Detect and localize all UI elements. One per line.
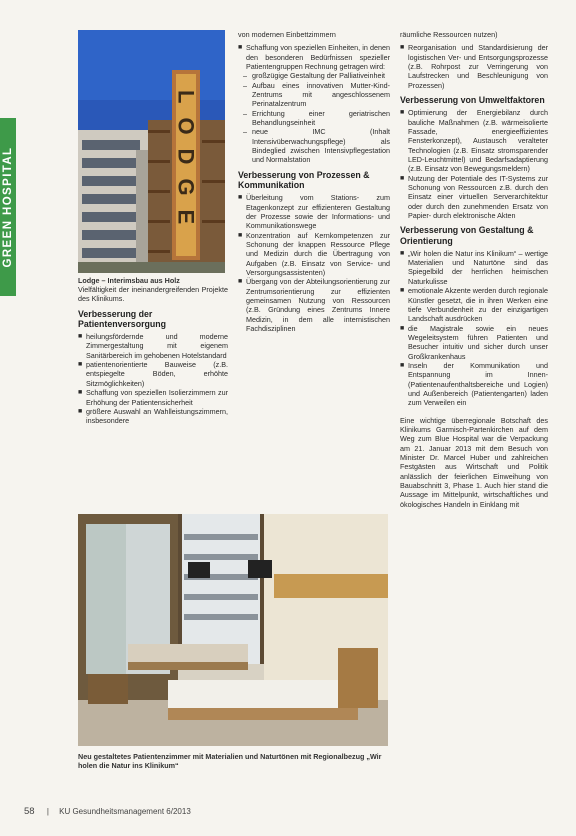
list-item: ■ patientenorientierte Bauweise (z.B. entspiegelte Böden, erhöhte Sitzmöglichkeiten)	[78, 360, 228, 388]
sub-list-item: – großzügige Gestaltung der Palliativeinheit	[243, 71, 386, 81]
list-item: ■ die Magistrale sowie ein neues Wegeleitsystem führen Patienten und Besucher intuitiv und sicher durch unser Großkrankenhaus	[400, 323, 548, 361]
bullet-icon: ■	[400, 324, 405, 332]
bullet-icon: ■	[238, 194, 243, 202]
page-footer	[24, 806, 544, 817]
bullet-icon: ■	[400, 109, 405, 117]
bullet-icon: ■	[400, 174, 405, 182]
dash-icon: –	[243, 71, 247, 81]
col3-closing-paragraph: Eine wichtige überregionale Botschaft des Klinikums Garmisch-Partenkirchen auf dem Weg zum Blue Hospital war die Verpackung am 21. Januar 2013 mit dem Besuch von Minister Dr. Marcel Huber und zahlreichen Festgästen aus Wirtschaft und Politik anlässlich der feierlichen Einweihung von Bauabschnitt 3, Phase 1. Auch hier stand die Aussage im Mittelpunkt, wirtschaftliches und ökologisches Handeln in Einklang mit	[400, 415, 548, 509]
col1-heading: Verbesserung der Patientenversorgung	[78, 308, 166, 329]
bullet-icon: ■	[400, 249, 405, 257]
col3-heading-environment: Verbesserung von Umweltfaktoren	[400, 95, 545, 106]
section-tab-label: GREEN HOSPITAL	[2, 146, 14, 268]
list-item: ■ Schaffung von speziellen Einheiten, in denen den besonderen Bedürfnissen spezieller Patientengruppen Rechnung getragen wird:	[238, 43, 390, 72]
col3-bullet-list-c	[400, 249, 548, 408]
list-item: ■ emotionale Akzente werden durch regionale Künstler gesetzt, die in ihren Werken eine tiefe Verbundenheit zu der einzigartigen Landschaft ausdrücken	[400, 286, 548, 324]
patient-room-caption: Neu gestaltetes Patientenzimmer mit Materialien und Naturtönen mit Regionalbezug „Wir holen die Natur ins Klinikum“	[78, 752, 382, 771]
bullet-icon: ■	[400, 44, 405, 52]
dash-icon: –	[243, 108, 247, 118]
journal-name: KU Gesundheitsmanagement 6/2013	[59, 807, 191, 816]
bullet-icon: ■	[238, 44, 243, 52]
list-item: ■ Konzentration auf Kernkompetenzen zur Schonung der knappen Ressource Pflege und Medizin durch die Übertragung von Aufgaben (z.B. Einsatz von Service- und Versorgungsassistenten)	[238, 230, 390, 277]
column-2	[238, 30, 390, 508]
sub-list-item: – neue IMC (Inhalt Intensivüberwachungspflege) als Bindeglied zwischen Intensivpflegestation und Normalstation	[243, 127, 390, 165]
col2-heading: Verbesserung von Prozessen & Kommunikation	[238, 169, 370, 191]
list-item: ■ größere Auswahl an Wahlleistungszimmern, insbesondere	[78, 406, 228, 426]
section-tab	[0, 118, 16, 296]
list-item: ■ Optimierung der Energiebilanz durch bauliche Maßnahmen (z.B. wärmeisolierte Fassade, energieeffizientes Fensterkonzept), Austausch veralteter Technologien (z.B. Einsatz stromsparender LED-Leuchtmittel) und Bedarfsadaptierung (z.B. Einsatz von Bewegungsmeldern)	[400, 108, 548, 174]
column-1	[78, 285, 228, 507]
col2-continuation: von modernen Einbettzimmern	[238, 30, 336, 39]
col2-bullet-list-b	[238, 193, 390, 333]
list-item: ■ Schaffung von speziellen Isolierzimmern zur Erhöhung der Patientensicherheit	[78, 388, 228, 407]
bullet-icon: ■	[238, 231, 243, 239]
list-item: ■ heilungsfördernde und moderne Zimmergestaltung mit eigenem Sanitärbereich im gehobenen Hotelstandard	[78, 332, 228, 360]
dash-icon: –	[243, 127, 247, 137]
col3-bullet-list-b	[400, 108, 548, 220]
bullet-icon: ■	[78, 361, 83, 369]
lodge-sign: LODGE	[173, 90, 199, 239]
column-3	[400, 30, 548, 800]
list-item: ■ „Wir holen die Natur ins Klinikum“ – wertige Materialien und Naturtöne sind das Spiegelbild der herrlichen heimischen Naturkulisse	[400, 248, 548, 286]
col1-intro: Vielfältigkeit der ineinandergreifenden Projekte des Klinikums.	[78, 285, 228, 304]
bullet-icon: ■	[238, 278, 243, 286]
sub-list-item: – Errichtung einer geriatrischen Behandlungseinheit	[243, 108, 390, 128]
dash-icon: –	[243, 80, 247, 90]
bullet-icon: ■	[78, 333, 83, 341]
list-item: ■ Reorganisation und Standardisierung der logistischen Ver- und Entsorgungsprozesse (z.B. Rohrpost zur Verringerung von Laufstrecken und Beschleunigung von Prozessen)	[400, 43, 548, 90]
col1-bullet-list	[78, 332, 228, 425]
col2-bullet-list-a	[238, 43, 390, 164]
sub-list-item: – Aufbau eines innovativen Mutter-Kind-Zentrums mit angeschlossenem Perinatalzentrum	[243, 80, 390, 109]
lodge-building-photo	[78, 30, 225, 273]
bullet-icon: ■	[78, 389, 83, 397]
lodge-photo-caption: Lodge – Interimsbau aus Holz	[78, 276, 180, 285]
col3-heading-design: Verbesserung von Gestaltung & Orientierung	[400, 225, 534, 246]
bullet-icon: ■	[400, 287, 405, 295]
list-item: ■ Nutzung der Potentiale des IT-Systems zur Schonung von Ressourcen z.B. durch den Einsatz einer virtuellen Serverarchitektur oder durch den zunehmenden Ersatz von Papier- durch elektronische Akten	[400, 173, 548, 221]
bullet-icon: ■	[400, 361, 405, 369]
list-item: ■ Inseln der Kommunikation und Entspannung im Innen- (Patientenaufenthaltsbereiche und Logien) und Außenbereich (Patientengarten) laden zum Verweilen ein	[400, 360, 548, 408]
page-number: 58	[24, 806, 35, 817]
list-item: ■ Übergang von der Abteilungsorientierung zur Zentrumsorientierung zur effizienten gemeinsamen Nutzung von Ressourcen (z.B. Gründung eines Zentrums Innere Medizin, in dem alle internistischen Fachdisziplinen	[238, 277, 390, 334]
col3-continuation: räumliche Ressourcen nutzen)	[400, 30, 498, 39]
bullet-icon: ■	[78, 407, 83, 415]
list-item: ■ Überleitung vom Stations- zum Etagenkonzept zur effizienteren Gestaltung der Prozesse sowie der Informations- und Kommunikationswege	[238, 193, 390, 231]
patient-room-photo	[78, 514, 388, 746]
footer-separator: |	[46, 807, 49, 816]
col3-bullet-list-a	[400, 43, 548, 90]
